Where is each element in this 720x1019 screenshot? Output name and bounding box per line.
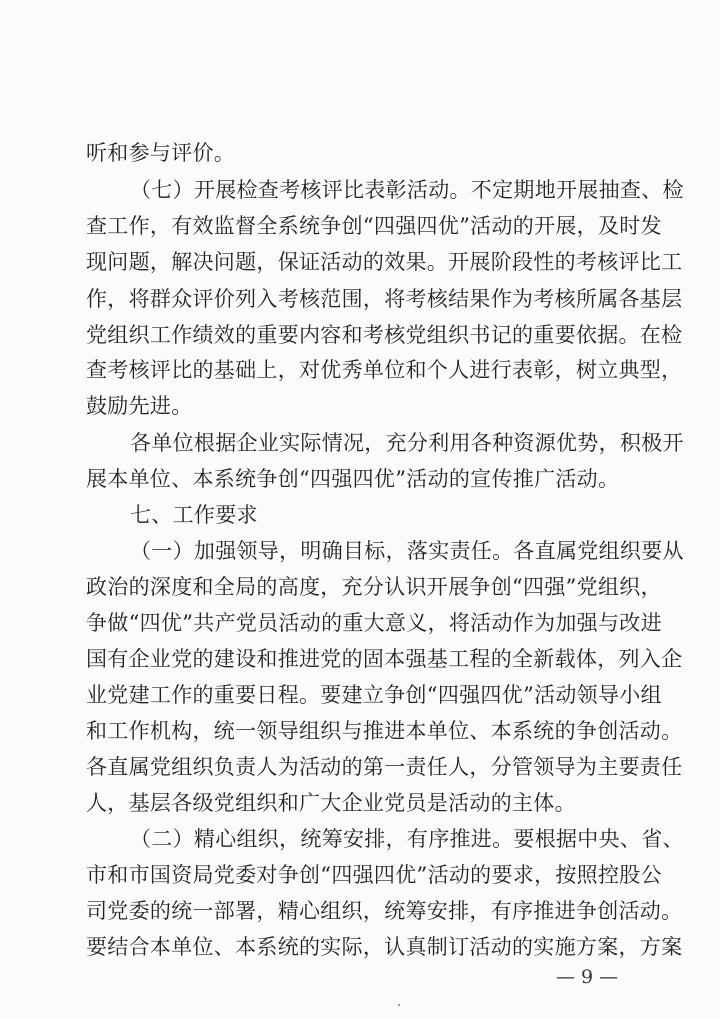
paragraph-line: 政治的深度和全局的高度，充分认识开展争创“四强”党组织，	[86, 575, 662, 599]
paragraph-line: 党组织工作绩效的重要内容和考核党组织书记的重要依据。在检	[86, 323, 683, 347]
paragraph-line: 市和市国资局党委对争创“四强四优”活动的要求，按照控股公	[86, 863, 662, 887]
paragraph-line: 和工作机构，统一领导组织与推进本单位、本系统的争创活动。	[86, 719, 683, 743]
paragraph-line: 业党建工作的重要日程。要建立争创“四强四优”活动领导小组	[86, 683, 662, 707]
paragraph-line: （七）开展检查考核评比表彰活动。不定期地开展抽查、检	[130, 178, 684, 202]
paragraph-line: 鼓励先进。	[86, 394, 193, 418]
paragraph-line: 各直属党组织负责人为活动的第一责任人，分管领导为主要责任	[86, 755, 683, 779]
paragraph-line: 现问题，解决问题，保证活动的效果。开展阶段性的考核评比工	[86, 250, 683, 274]
paragraph-line: 司党委的统一部署，精心组织，统筹安排，有序推进争创活动。	[86, 899, 683, 923]
paragraph-line: 查考核评比的基础上，对优秀单位和个人进行表彰，树立典型，	[86, 358, 683, 382]
paragraph-line: （一）加强领导，明确目标，落实责任。各直属党组织要从	[130, 539, 684, 563]
paragraph-line: 作，将群众评价列入考核范围，将考核结果作为考核所属各基层	[86, 287, 683, 311]
section-heading: 七、工作要求	[130, 503, 258, 527]
page-number: — 9 —	[556, 966, 619, 988]
paragraph-line: 人，基层各级党组织和广大企业党员是活动的主体。	[86, 791, 576, 815]
paragraph-line: 要结合本单位、本系统的实际，认真制订活动的实施方案，方案	[86, 935, 683, 959]
paragraph-line: 展本单位、本系统争创“四强四优”活动的宣传推广活动。	[86, 467, 620, 491]
paragraph-line: 争做“四优”共产党员活动的重大意义，将活动作为加强与改进	[86, 611, 662, 635]
paragraph-line: 各单位根据企业实际情况，充分利用各种资源优势，积极开	[130, 431, 684, 455]
paragraph-line: 查工作，有效监督全系统争创“四强四优”活动的开展，及时发	[86, 214, 662, 238]
paragraph-line: 听和参与评价。	[86, 141, 236, 165]
paragraph-line: （二）精心组织，统筹安排，有序推进。要根据中央、省、	[130, 827, 684, 851]
scan-speck	[398, 1004, 400, 1006]
paragraph-line: 国有企业党的建设和推进党的固本强基工程的全新载体，列入企	[86, 647, 683, 671]
